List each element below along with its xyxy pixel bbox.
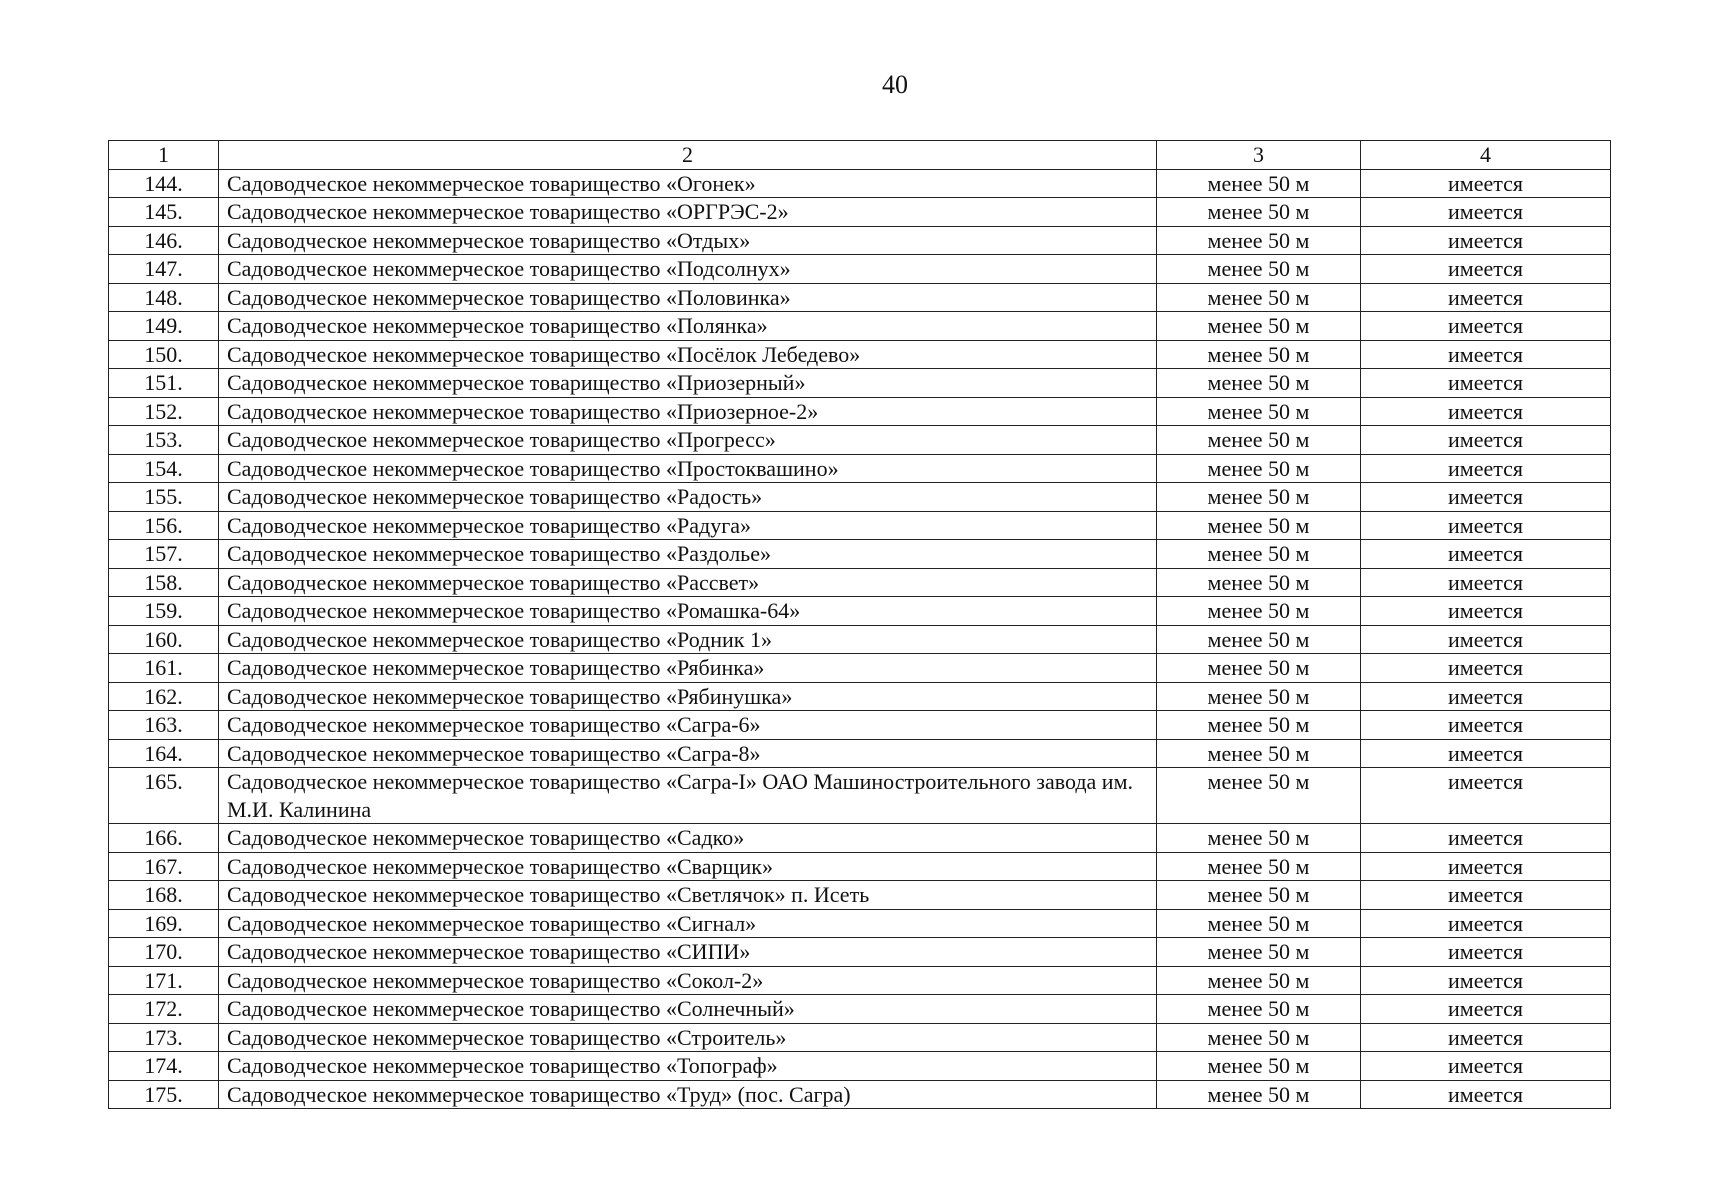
row-name: Садоводческое некоммерческое товарищество «Топограф» xyxy=(219,1052,1157,1081)
row-availability: имеется xyxy=(1361,226,1611,255)
row-distance: менее 50 м xyxy=(1157,711,1361,740)
row-distance: менее 50 м xyxy=(1157,938,1361,967)
row-name: Садоводческое некоммерческое товарищество «Радость» xyxy=(219,483,1157,512)
row-name: Садоводческое некоммерческое товарищество «Приозерное-2» xyxy=(219,397,1157,426)
row-number: 159. xyxy=(109,597,219,626)
table-row xyxy=(109,1023,1611,1052)
header-row xyxy=(109,141,1611,170)
row-name: Садоводческое некоммерческое товарищество «Простоквашино» xyxy=(219,454,1157,483)
row-distance: менее 50 м xyxy=(1157,369,1361,398)
table-row xyxy=(109,169,1611,198)
table-row xyxy=(109,966,1611,995)
row-distance: менее 50 м xyxy=(1157,625,1361,654)
row-name: Садоводческое некоммерческое товарищество «Родник 1» xyxy=(219,625,1157,654)
row-distance: менее 50 м xyxy=(1157,283,1361,312)
row-number: 148. xyxy=(109,283,219,312)
row-number: 171. xyxy=(109,966,219,995)
row-number: 156. xyxy=(109,511,219,540)
row-distance: менее 50 м xyxy=(1157,340,1361,369)
row-distance: менее 50 м xyxy=(1157,540,1361,569)
row-distance: менее 50 м xyxy=(1157,966,1361,995)
table-row xyxy=(109,1052,1611,1081)
table-row xyxy=(109,938,1611,967)
row-number: 170. xyxy=(109,938,219,967)
row-availability: имеется xyxy=(1361,739,1611,768)
table-row xyxy=(109,1080,1611,1109)
row-availability: имеется xyxy=(1361,654,1611,683)
row-name: Садоводческое некоммерческое товарищество «Полянка» xyxy=(219,312,1157,341)
table-row xyxy=(109,198,1611,227)
table-row xyxy=(109,909,1611,938)
row-number: 169. xyxy=(109,909,219,938)
page-number: 40 xyxy=(882,70,908,99)
row-name: Садоводческое некоммерческое товарищество «Половинка» xyxy=(219,283,1157,312)
row-name: Садоводческое некоммерческое товарищество «Приозерный» xyxy=(219,369,1157,398)
row-number: 173. xyxy=(109,1023,219,1052)
row-number: 145. xyxy=(109,198,219,227)
row-availability: имеется xyxy=(1361,1080,1611,1109)
row-number: 162. xyxy=(109,682,219,711)
row-number: 174. xyxy=(109,1052,219,1081)
row-availability: имеется xyxy=(1361,625,1611,654)
table-row xyxy=(109,483,1611,512)
row-number: 165. xyxy=(109,768,219,824)
table-row xyxy=(109,340,1611,369)
table-row xyxy=(109,397,1611,426)
table-row xyxy=(109,454,1611,483)
row-availability: имеется xyxy=(1361,369,1611,398)
registry-table xyxy=(108,140,1611,1109)
row-distance: менее 50 м xyxy=(1157,597,1361,626)
row-name: Садоводческое некоммерческое товарищество «Сигнал» xyxy=(219,909,1157,938)
row-distance: менее 50 м xyxy=(1157,881,1361,910)
row-availability: имеется xyxy=(1361,255,1611,284)
row-number: 152. xyxy=(109,397,219,426)
row-number: 154. xyxy=(109,454,219,483)
row-name: Садоводческое некоммерческое товарищество «Садко» xyxy=(219,824,1157,853)
table-row xyxy=(109,511,1611,540)
row-name: Садоводческое некоммерческое товарищество «Подсолнух» xyxy=(219,255,1157,284)
table-row xyxy=(109,995,1611,1024)
row-name: Садоводческое некоммерческое товарищество «Огонек» xyxy=(219,169,1157,198)
row-name: Садоводческое некоммерческое товарищество «Прогресс» xyxy=(219,426,1157,455)
row-availability: имеется xyxy=(1361,909,1611,938)
table-row xyxy=(109,654,1611,683)
row-availability: имеется xyxy=(1361,995,1611,1024)
table-body xyxy=(109,169,1611,1109)
table-row xyxy=(109,540,1611,569)
row-availability: имеется xyxy=(1361,1052,1611,1081)
row-name: Садоводческое некоммерческое товарищество «Отдых» xyxy=(219,226,1157,255)
row-distance: менее 50 м xyxy=(1157,483,1361,512)
row-availability: имеется xyxy=(1361,397,1611,426)
table-row xyxy=(109,711,1611,740)
row-name: Садоводческое некоммерческое товарищество «Строитель» xyxy=(219,1023,1157,1052)
row-availability: имеется xyxy=(1361,511,1611,540)
row-name: Садоводческое некоммерческое товарищество «Рябинушка» xyxy=(219,682,1157,711)
row-availability: имеется xyxy=(1361,938,1611,967)
row-availability: имеется xyxy=(1361,966,1611,995)
table-row xyxy=(109,824,1611,853)
row-availability: имеется xyxy=(1361,711,1611,740)
row-number: 168. xyxy=(109,881,219,910)
row-number: 175. xyxy=(109,1080,219,1109)
row-distance: менее 50 м xyxy=(1157,682,1361,711)
row-availability: имеется xyxy=(1361,881,1611,910)
table-row xyxy=(109,568,1611,597)
header-col-4: 4 xyxy=(1361,141,1611,170)
row-availability: имеется xyxy=(1361,426,1611,455)
row-name: Садоводческое некоммерческое товарищество «Рябинка» xyxy=(219,654,1157,683)
row-name: Садоводческое некоммерческое товарищество «Сагра-I» ОАО Машиностроительного завода им. М.И. Калинина xyxy=(219,768,1157,824)
row-distance: менее 50 м xyxy=(1157,454,1361,483)
row-availability: имеется xyxy=(1361,1023,1611,1052)
row-name: Садоводческое некоммерческое товарищество «Труд» (пос. Сагра) xyxy=(219,1080,1157,1109)
row-name: Садоводческое некоммерческое товарищество «Сагра-8» xyxy=(219,739,1157,768)
row-distance: менее 50 м xyxy=(1157,739,1361,768)
row-number: 160. xyxy=(109,625,219,654)
row-availability: имеется xyxy=(1361,340,1611,369)
row-distance: менее 50 м xyxy=(1157,1080,1361,1109)
header-col-2: 2 xyxy=(219,141,1157,170)
row-number: 153. xyxy=(109,426,219,455)
row-distance: менее 50 м xyxy=(1157,654,1361,683)
table-row xyxy=(109,768,1611,824)
table-row xyxy=(109,283,1611,312)
row-name: Садоводческое некоммерческое товарищество «Солнечный» xyxy=(219,995,1157,1024)
table-row xyxy=(109,881,1611,910)
row-distance: менее 50 м xyxy=(1157,824,1361,853)
table-row xyxy=(109,312,1611,341)
row-name: Садоводческое некоммерческое товарищество «ОРГРЭС-2» xyxy=(219,198,1157,227)
row-availability: имеется xyxy=(1361,540,1611,569)
row-distance: менее 50 м xyxy=(1157,995,1361,1024)
row-number: 161. xyxy=(109,654,219,683)
row-name: Садоводческое некоммерческое товарищество «Раздолье» xyxy=(219,540,1157,569)
row-availability: имеется xyxy=(1361,768,1611,824)
row-availability: имеется xyxy=(1361,568,1611,597)
row-distance: менее 50 м xyxy=(1157,226,1361,255)
table-row xyxy=(109,369,1611,398)
row-number: 164. xyxy=(109,739,219,768)
row-availability: имеется xyxy=(1361,824,1611,853)
row-name: Садоводческое некоммерческое товарищество «Рассвет» xyxy=(219,568,1157,597)
row-name: Садоводческое некоммерческое товарищество «Сварщик» xyxy=(219,852,1157,881)
row-availability: имеется xyxy=(1361,312,1611,341)
table-row xyxy=(109,852,1611,881)
row-number: 155. xyxy=(109,483,219,512)
table-row xyxy=(109,739,1611,768)
row-availability: имеется xyxy=(1361,483,1611,512)
row-number: 158. xyxy=(109,568,219,597)
row-distance: менее 50 м xyxy=(1157,255,1361,284)
row-number: 150. xyxy=(109,340,219,369)
header-col-3: 3 xyxy=(1157,141,1361,170)
table-row xyxy=(109,625,1611,654)
table-row xyxy=(109,426,1611,455)
row-distance: менее 50 м xyxy=(1157,568,1361,597)
table-row xyxy=(109,226,1611,255)
row-distance: менее 50 м xyxy=(1157,1052,1361,1081)
row-availability: имеется xyxy=(1361,283,1611,312)
row-availability: имеется xyxy=(1361,198,1611,227)
row-number: 151. xyxy=(109,369,219,398)
row-availability: имеется xyxy=(1361,852,1611,881)
row-availability: имеется xyxy=(1361,597,1611,626)
row-distance: менее 50 м xyxy=(1157,909,1361,938)
row-distance: менее 50 м xyxy=(1157,169,1361,198)
row-number: 167. xyxy=(109,852,219,881)
row-name: Садоводческое некоммерческое товарищество «Сокол-2» xyxy=(219,966,1157,995)
row-availability: имеется xyxy=(1361,169,1611,198)
row-number: 149. xyxy=(109,312,219,341)
table-row xyxy=(109,255,1611,284)
row-distance: менее 50 м xyxy=(1157,397,1361,426)
table-row xyxy=(109,682,1611,711)
row-number: 166. xyxy=(109,824,219,853)
table-row xyxy=(109,597,1611,626)
row-name: Садоводческое некоммерческое товарищество «Светлячок» п. Исеть xyxy=(219,881,1157,910)
row-distance: менее 50 м xyxy=(1157,768,1361,824)
row-name: Садоводческое некоммерческое товарищество «Посёлок Лебедево» xyxy=(219,340,1157,369)
header-col-1: 1 xyxy=(109,141,219,170)
row-number: 146. xyxy=(109,226,219,255)
row-distance: менее 50 м xyxy=(1157,511,1361,540)
row-number: 147. xyxy=(109,255,219,284)
row-availability: имеется xyxy=(1361,454,1611,483)
row-distance: менее 50 м xyxy=(1157,426,1361,455)
row-distance: менее 50 м xyxy=(1157,852,1361,881)
row-name: Садоводческое некоммерческое товарищество «Радуга» xyxy=(219,511,1157,540)
row-name: Садоводческое некоммерческое товарищество «Сагра-6» xyxy=(219,711,1157,740)
row-distance: менее 50 м xyxy=(1157,312,1361,341)
row-distance: менее 50 м xyxy=(1157,1023,1361,1052)
row-distance: менее 50 м xyxy=(1157,198,1361,227)
row-number: 157. xyxy=(109,540,219,569)
table-header xyxy=(109,141,1611,170)
row-name: Садоводческое некоммерческое товарищество «СИПИ» xyxy=(219,938,1157,967)
row-number: 163. xyxy=(109,711,219,740)
row-number: 144. xyxy=(109,169,219,198)
row-number: 172. xyxy=(109,995,219,1024)
row-availability: имеется xyxy=(1361,682,1611,711)
row-name: Садоводческое некоммерческое товарищество «Ромашка-64» xyxy=(219,597,1157,626)
